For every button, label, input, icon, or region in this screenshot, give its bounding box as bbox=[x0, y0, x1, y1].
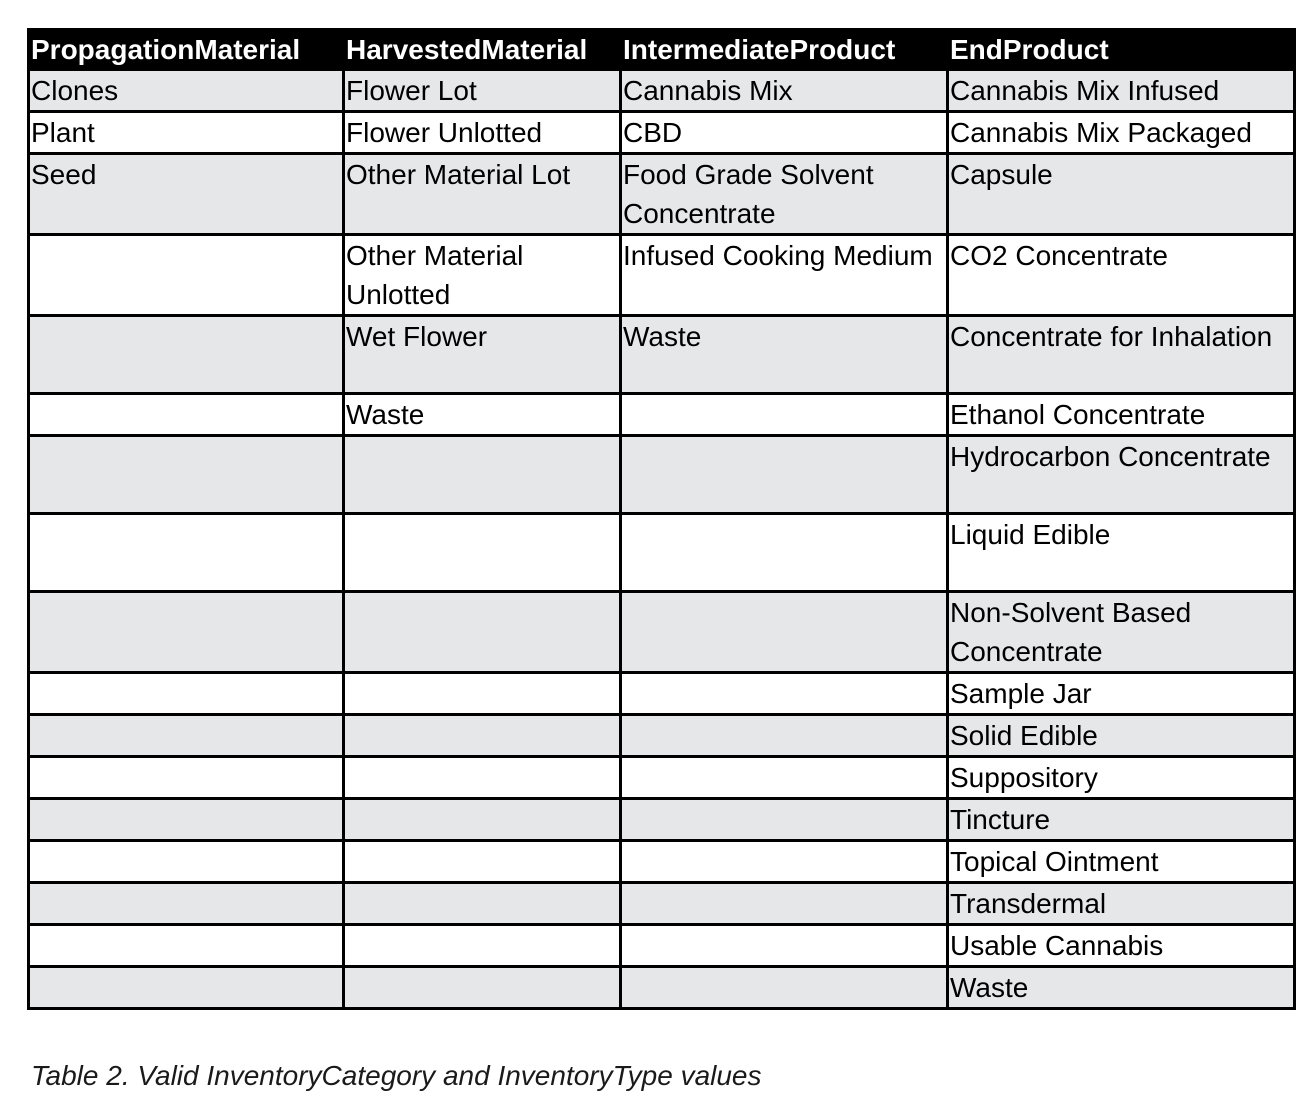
table-cell bbox=[29, 883, 344, 925]
table-row bbox=[29, 883, 1295, 925]
table-row bbox=[29, 799, 1295, 841]
table-cell bbox=[621, 883, 948, 925]
table-cell bbox=[29, 394, 344, 436]
table-cell: Cannabis Mix Packaged bbox=[948, 112, 1295, 154]
table-cell bbox=[621, 799, 948, 841]
header-intermediate-product: IntermediateProduct bbox=[621, 30, 948, 70]
table-row bbox=[29, 112, 1295, 154]
table-cell bbox=[621, 841, 948, 883]
table-cell: Waste bbox=[344, 394, 621, 436]
table-cell: Liquid Edible bbox=[948, 514, 1295, 592]
table-cell bbox=[29, 925, 344, 967]
table-row bbox=[29, 514, 1295, 592]
table-cell: Other Material Lot bbox=[344, 154, 621, 235]
header-harvested-material: HarvestedMaterial bbox=[344, 30, 621, 70]
table-cell bbox=[29, 316, 344, 394]
table-row bbox=[29, 715, 1295, 757]
table-cell bbox=[29, 799, 344, 841]
table-header bbox=[29, 30, 1295, 70]
table-cell bbox=[344, 715, 621, 757]
table-cell: Tincture bbox=[948, 799, 1295, 841]
table-cell: Seed bbox=[29, 154, 344, 235]
table-cell: Solid Edible bbox=[948, 715, 1295, 757]
table-cell bbox=[344, 883, 621, 925]
table-cell bbox=[344, 592, 621, 673]
table-row bbox=[29, 154, 1295, 235]
table-cell: CBD bbox=[621, 112, 948, 154]
table-cell: Suppository bbox=[948, 757, 1295, 799]
table-cell: CO2 Concentrate bbox=[948, 235, 1295, 316]
table-cell bbox=[29, 592, 344, 673]
table-cell bbox=[621, 757, 948, 799]
table-cell: Plant bbox=[29, 112, 344, 154]
table-cell bbox=[29, 967, 344, 1009]
table-cell: Ethanol Concentrate bbox=[948, 394, 1295, 436]
table-cell bbox=[621, 715, 948, 757]
table-cell: Concentrate for Inhalation bbox=[948, 316, 1295, 394]
table-cell bbox=[621, 394, 948, 436]
table-cell bbox=[29, 514, 344, 592]
table-cell bbox=[29, 235, 344, 316]
table-cell: Clones bbox=[29, 70, 344, 112]
table-cell: Usable Cannabis bbox=[948, 925, 1295, 967]
table-row bbox=[29, 592, 1295, 673]
table-row bbox=[29, 673, 1295, 715]
table-cell bbox=[344, 841, 621, 883]
table-cell: Non-Solvent Based Concentrate bbox=[948, 592, 1295, 673]
table-row bbox=[29, 925, 1295, 967]
table-cell: Capsule bbox=[948, 154, 1295, 235]
table-caption: Table 2. Valid InventoryCategory and InventoryType values bbox=[31, 1060, 762, 1091]
table-cell: Infused Cooking Medium bbox=[621, 235, 948, 316]
table-cell bbox=[621, 673, 948, 715]
table-cell: Waste bbox=[948, 967, 1295, 1009]
table-cell: Flower Lot bbox=[344, 70, 621, 112]
table-cell: Food Grade Solvent Concentrate bbox=[621, 154, 948, 235]
table-cell bbox=[29, 757, 344, 799]
table-cell bbox=[344, 757, 621, 799]
header-end-product: EndProduct bbox=[948, 30, 1295, 70]
table-cell: Hydrocarbon Concentrate bbox=[948, 436, 1295, 514]
table-row bbox=[29, 70, 1295, 112]
table-row bbox=[29, 757, 1295, 799]
table-cell bbox=[621, 514, 948, 592]
table-cell bbox=[344, 925, 621, 967]
table-cell: Waste bbox=[621, 316, 948, 394]
table-row bbox=[29, 436, 1295, 514]
table-cell bbox=[621, 436, 948, 514]
inventory-values-table bbox=[27, 28, 1296, 1010]
table-cell bbox=[621, 925, 948, 967]
table-cell bbox=[344, 673, 621, 715]
table-cell bbox=[344, 436, 621, 514]
table-row bbox=[29, 841, 1295, 883]
table-row bbox=[29, 235, 1295, 316]
table-cell: Cannabis Mix bbox=[621, 70, 948, 112]
table-row bbox=[29, 967, 1295, 1009]
table-row bbox=[29, 316, 1295, 394]
table-cell: Sample Jar bbox=[948, 673, 1295, 715]
table-body bbox=[29, 70, 1295, 1009]
table-cell: Flower Unlotted bbox=[344, 112, 621, 154]
header-propagation-material: PropagationMaterial bbox=[29, 30, 344, 70]
table-cell: Cannabis Mix Infused bbox=[948, 70, 1295, 112]
table-cell bbox=[29, 715, 344, 757]
table-cell bbox=[621, 592, 948, 673]
table-cell: Wet Flower bbox=[344, 316, 621, 394]
table-cell bbox=[344, 799, 621, 841]
table-cell bbox=[29, 673, 344, 715]
table-cell bbox=[621, 967, 948, 1009]
table-cell: Topical Ointment bbox=[948, 841, 1295, 883]
table-cell bbox=[344, 967, 621, 1009]
table-cell bbox=[29, 436, 344, 514]
table-cell bbox=[29, 841, 344, 883]
table-cell bbox=[344, 514, 621, 592]
header-row bbox=[29, 30, 1295, 70]
table-cell: Transdermal bbox=[948, 883, 1295, 925]
table-row bbox=[29, 394, 1295, 436]
table-cell: Other Material Unlotted bbox=[344, 235, 621, 316]
